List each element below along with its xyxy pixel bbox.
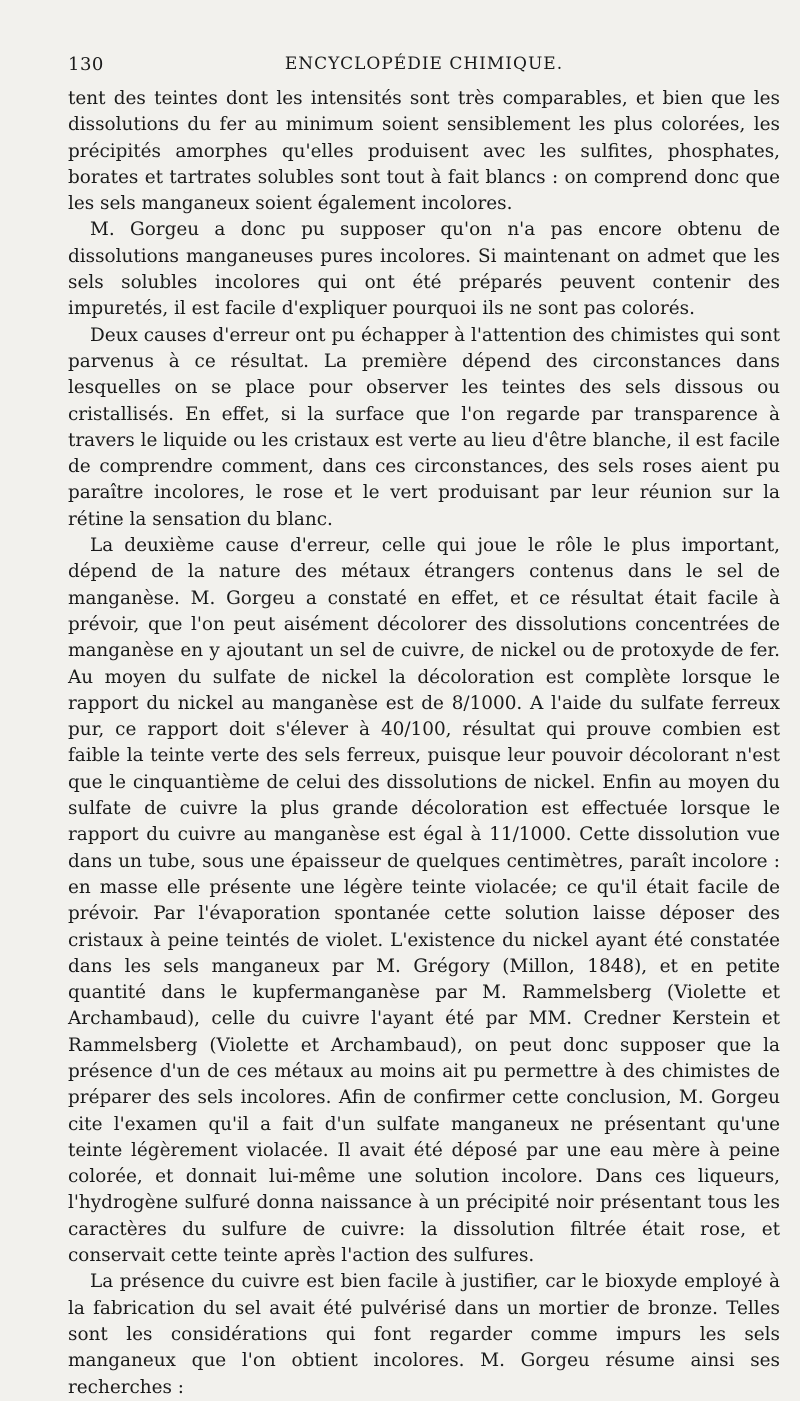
paragraph: La présence du cuivre est bien facile à justifier, car le bioxyde employé à la fabrication du sel avait été pulvérisé dans un mortier de bronze. Telles sont les considérations qui font regarder comme impurs les sels manganeux que l'on obtient incolores. M. Gorgeu résume ainsi ses recherches : bbox=[68, 1271, 780, 1398]
paragraph: La deuxième cause d'erreur, celle qui joue le rôle le plus important, dépend de la nature des métaux étrangers contenus dans le sel de manganèse. M. Gorgeu a constaté en effet, et ce résultat était facile à prévoir, que l'on peut aisément décolorer des dissolutions concentrées de manganèse en y ajoutant un sel de cuivre, de nickel ou de protoxyde de fer. Au moyen du sulfate de nickel la décoloration est complète lorsque le rapport du nickel au manganèse est de 8/1000. A l'aide du sulfate ferreux pur, ce rapport doit s'élever à 40/100, résultat qui prouve combien est faible la teinte verte des sels ferreux, puisque leur pouvoir décolorant n'est que le cinquantième de celui des dissolutions de nickel. Enfin au moyen du sulfate de cuivre la plus grande décoloration est effectuée lorsque le rapport du cuivre au manganèse est égal à 11/1000. Cette dissolution vue dans un tube, sous une épaisseur de quelques centimètres, paraît incolore : en masse elle présente une légère teinte violacée; ce qu'il était facile de prévoir. Par l'évaporation spontanée cette solution laisse déposer des cristaux à peine teintés de violet. L'existence du nickel ayant été constatée dans les sels manganeux par M. Grégory (Millon, 1848), et en petite quantité dans le kupfermanganèse par M. Rammelsberg (Violette et Archambaud), celle du cuivre l'ayant été par MM. Credner Kerstein et Rammelsberg (Violette et Archambaud), on peut donc supposer que la présence d'un de ces métaux au moins ait pu permettre à des chimistes de préparer des sels incolores. Afin de confirmer cette conclusion, M. Gorgeu cite l'examen qu'il a fait d'un sulfate manganeux ne présentant qu'une teinte légèrement violacée. Il avait été déposé par une eau mère à peine colorée, et donnait lui-même une solution incolore. Dans ces liqueurs, l'hydrogène sulfuré donna naissance à un précipité noir présentant tous les caractères du sulfure de cuivre: la dissolution filtrée était rose, et conservait cette teinte après l'action des sulfures. bbox=[68, 535, 780, 1267]
running-head bbox=[68, 54, 780, 84]
page-number: 130 bbox=[68, 54, 104, 75]
paragraph: M. Gorgeu a donc pu supposer qu'on n'a pas encore obtenu de dissolutions manganeuses pures incolores. Si maintenant on admet que les sels solubles incolores qui ont été préparés peuvent contenir des impuretés, il est facile d'expliquer pourquoi ils ne sont pas colorés. bbox=[68, 219, 780, 320]
paragraph: Deux causes d'erreur ont pu échapper à l'attention des chimistes qui sont parvenus à ce résultat. La première dépend des circonstances dans lesquelles on se place pour observer les teintes des sels dissous ou cristallisés. En effet, si la surface que l'on regarde par transparence à travers le liquide ou les cristaux est verte au lieu d'être blanche, il est facile de comprendre comment, dans ces circonstances, des sels roses aient pu paraître incolores, le rose et le vert produisant par leur réunion sur la rétine la sensation du blanc. bbox=[68, 324, 780, 530]
body-text bbox=[68, 86, 780, 1401]
paragraph: tent des teintes dont les intensités sont très comparables, et bien que les dissolutions du fer au minimum soient sensiblement les plus colorées, les précipités amorphes qu'elles produisent avec les sulfites, phosphates, borates et tartrates solubles sont tout à fait blancs : on comprend donc que les sels manganeux soient également incolores. bbox=[68, 88, 780, 215]
running-title: ENCYCLOPÉDIE CHIMIQUE. bbox=[284, 54, 564, 74]
